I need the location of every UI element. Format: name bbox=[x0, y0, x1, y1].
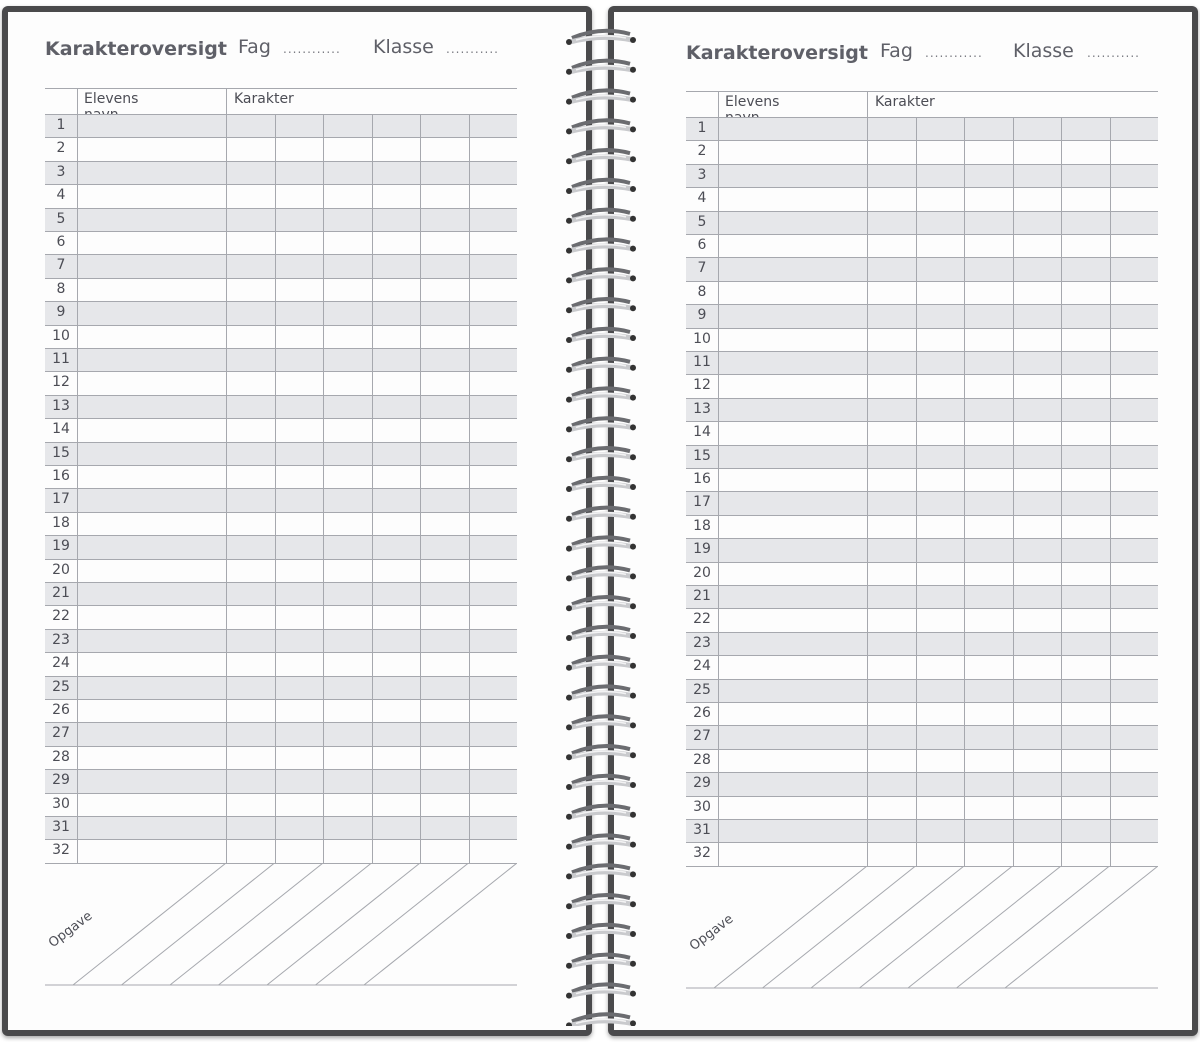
row-line bbox=[686, 679, 1158, 680]
row-number: 6 bbox=[697, 237, 707, 253]
spiral-coil bbox=[566, 239, 636, 253]
row-shade bbox=[45, 676, 517, 699]
row-line bbox=[686, 140, 1158, 141]
row-number: 4 bbox=[697, 190, 707, 207]
spiral-coil bbox=[566, 746, 636, 760]
opgave-diagonal-line bbox=[73, 863, 226, 985]
row-shade bbox=[45, 161, 517, 184]
row-shade bbox=[686, 772, 1158, 795]
column-line bbox=[718, 91, 719, 866]
row-line bbox=[686, 351, 1158, 352]
column-line bbox=[867, 91, 868, 866]
row-number: 17 bbox=[693, 494, 711, 511]
row-line bbox=[45, 348, 517, 349]
opgave-diagonal-line bbox=[860, 866, 1013, 988]
row-line bbox=[686, 632, 1158, 633]
row-number: 29 bbox=[693, 775, 711, 792]
spiral-coil bbox=[566, 150, 636, 164]
row-number: 26 bbox=[52, 702, 70, 718]
row-line bbox=[686, 772, 1158, 773]
row-line bbox=[686, 562, 1158, 563]
row-number: 15 bbox=[52, 444, 70, 461]
row-number: 23 bbox=[693, 634, 711, 651]
row-shade bbox=[45, 769, 517, 792]
spiral-coil bbox=[566, 210, 636, 224]
row-number: 20 bbox=[693, 564, 711, 581]
row-shade bbox=[686, 398, 1158, 421]
opgave-diagonal-line bbox=[170, 863, 323, 985]
row-line bbox=[686, 398, 1158, 399]
right-page bbox=[614, 12, 1192, 1030]
row-number: 31 bbox=[52, 819, 70, 835]
fag-label: Fag bbox=[880, 40, 913, 62]
row-shade bbox=[45, 395, 517, 418]
row-line bbox=[686, 281, 1158, 282]
row-line bbox=[45, 535, 517, 536]
row-line bbox=[686, 842, 1158, 843]
row-shade bbox=[45, 629, 517, 652]
row-line bbox=[45, 418, 517, 419]
spiral-coil bbox=[566, 806, 636, 820]
row-number: 9 bbox=[56, 304, 66, 321]
row-line bbox=[686, 796, 1158, 797]
row-line bbox=[45, 231, 517, 232]
row-number: 5 bbox=[697, 213, 707, 230]
row-number: 12 bbox=[52, 374, 70, 391]
row-line bbox=[45, 325, 517, 326]
spiral-coil bbox=[566, 895, 636, 909]
fag-field[interactable]: ............ bbox=[283, 42, 341, 56]
row-shade bbox=[45, 582, 517, 605]
row-line bbox=[45, 208, 517, 209]
spiral-coil bbox=[566, 61, 636, 75]
row-number: 9 bbox=[697, 307, 707, 324]
row-number: 19 bbox=[52, 538, 70, 555]
row-line bbox=[45, 137, 517, 138]
row-line bbox=[686, 725, 1158, 726]
row-shade bbox=[686, 491, 1158, 514]
row-number: 17 bbox=[52, 491, 70, 508]
row-number: 31 bbox=[693, 822, 711, 838]
row-line bbox=[45, 395, 517, 396]
row-line bbox=[45, 278, 517, 279]
row-number: 6 bbox=[56, 234, 66, 250]
opgave-diagonal-area bbox=[686, 866, 1158, 990]
row-number: 5 bbox=[56, 210, 66, 227]
row-line bbox=[45, 722, 517, 723]
row-shade bbox=[686, 117, 1158, 140]
row-line bbox=[686, 328, 1158, 329]
opgave-diagonal-line bbox=[908, 866, 1061, 988]
spiral-coil bbox=[566, 359, 636, 373]
column-line bbox=[1013, 117, 1014, 866]
row-line bbox=[686, 515, 1158, 516]
row-number: 24 bbox=[693, 658, 711, 675]
spiral-coil bbox=[566, 329, 636, 343]
row-number: 7 bbox=[697, 260, 707, 277]
row-number: 21 bbox=[693, 588, 711, 604]
column-line bbox=[469, 114, 470, 863]
row-number: 3 bbox=[56, 163, 66, 180]
spiral-coil bbox=[566, 1014, 636, 1026]
opgave-label: Opgave bbox=[45, 908, 96, 951]
spiral-coil bbox=[566, 776, 636, 790]
spiral-coil bbox=[566, 567, 636, 581]
row-line bbox=[686, 608, 1158, 609]
column-line bbox=[323, 114, 324, 863]
row-number: 2 bbox=[697, 143, 707, 160]
klasse-field[interactable]: ........... bbox=[1087, 46, 1140, 60]
opgave-diagonal-line bbox=[316, 863, 469, 985]
opgave-diagonal-area bbox=[45, 863, 517, 987]
spiral-coil bbox=[566, 597, 636, 611]
opgave-diagonal-line bbox=[1005, 866, 1158, 988]
row-line bbox=[45, 746, 517, 747]
row-line bbox=[45, 512, 517, 513]
row-shade bbox=[45, 301, 517, 324]
row-shade bbox=[45, 348, 517, 371]
row-shade bbox=[686, 257, 1158, 280]
row-number: 11 bbox=[52, 351, 70, 367]
row-number: 3 bbox=[697, 166, 707, 183]
row-line bbox=[686, 304, 1158, 305]
column-line bbox=[226, 88, 227, 863]
row-number: 22 bbox=[52, 608, 70, 625]
row-line bbox=[686, 749, 1158, 750]
column-line bbox=[420, 114, 421, 863]
left-page bbox=[8, 12, 586, 1030]
spiral-coil bbox=[566, 657, 636, 671]
row-number: 10 bbox=[693, 330, 711, 347]
opgave-label: Opgave bbox=[686, 911, 737, 954]
opgave-diagonal-line bbox=[811, 866, 964, 988]
klasse-label: Klasse bbox=[373, 36, 434, 58]
klasse-field[interactable]: ........... bbox=[446, 42, 499, 56]
row-line bbox=[45, 254, 517, 255]
row-shade bbox=[686, 538, 1158, 561]
row-line bbox=[45, 652, 517, 653]
opgave-diagonal-line bbox=[763, 866, 916, 988]
row-number: 23 bbox=[52, 631, 70, 648]
row-line bbox=[686, 211, 1158, 212]
row-number: 32 bbox=[693, 845, 711, 862]
row-shade bbox=[686, 304, 1158, 327]
row-number: 25 bbox=[52, 678, 70, 695]
spiral-coil bbox=[566, 835, 636, 849]
row-line bbox=[45, 301, 517, 302]
spiral-coil bbox=[566, 418, 636, 432]
row-number: 18 bbox=[52, 514, 70, 531]
table-top-line bbox=[45, 88, 517, 89]
row-line bbox=[45, 465, 517, 466]
row-line bbox=[45, 629, 517, 630]
row-number: 10 bbox=[52, 327, 70, 344]
column-line bbox=[77, 88, 78, 863]
opgave-diagonal-line bbox=[122, 863, 275, 985]
row-number: 32 bbox=[52, 842, 70, 859]
opgave-diagonal-line bbox=[219, 863, 372, 985]
opgave-diagonal-line bbox=[364, 863, 517, 985]
row-line bbox=[45, 488, 517, 489]
row-number: 13 bbox=[693, 400, 711, 417]
opgave-diagonal-line bbox=[267, 863, 420, 985]
spiral-coil bbox=[566, 627, 636, 641]
row-line bbox=[686, 164, 1158, 165]
row-number: 1 bbox=[56, 117, 66, 133]
row-number: 22 bbox=[693, 611, 711, 628]
row-number: 2 bbox=[56, 140, 66, 157]
row-line bbox=[45, 442, 517, 443]
spiral-coil bbox=[566, 686, 636, 700]
row-line bbox=[45, 582, 517, 583]
row-line bbox=[686, 702, 1158, 703]
row-line bbox=[686, 234, 1158, 235]
spiral-coil bbox=[566, 388, 636, 402]
spiral-coil bbox=[566, 508, 636, 522]
row-number: 29 bbox=[52, 772, 70, 789]
spiral-coil bbox=[566, 448, 636, 462]
spiral-coil bbox=[566, 537, 636, 551]
row-line bbox=[45, 816, 517, 817]
spiral-coil bbox=[566, 180, 636, 194]
column-line bbox=[1110, 117, 1111, 866]
row-line bbox=[686, 655, 1158, 656]
column-line bbox=[1061, 117, 1062, 866]
row-number: 14 bbox=[693, 424, 711, 441]
row-number: 8 bbox=[56, 280, 66, 297]
table-top-line bbox=[686, 91, 1158, 92]
row-line bbox=[686, 257, 1158, 258]
row-number: 18 bbox=[693, 517, 711, 534]
row-shade bbox=[45, 488, 517, 511]
spiral-coil bbox=[566, 120, 636, 134]
row-line bbox=[45, 676, 517, 677]
row-shade bbox=[686, 585, 1158, 608]
row-line bbox=[45, 699, 517, 700]
row-line bbox=[45, 605, 517, 606]
row-shade bbox=[686, 351, 1158, 374]
row-shade bbox=[686, 725, 1158, 748]
spiral-coil bbox=[566, 31, 636, 45]
spiral-coil bbox=[566, 865, 636, 879]
row-line bbox=[686, 117, 1158, 118]
page-title: Karakteroversigt bbox=[45, 38, 227, 60]
column-header-name: Elevens bbox=[725, 94, 780, 110]
row-line bbox=[686, 585, 1158, 586]
row-number: 16 bbox=[52, 468, 70, 484]
column-header-grades: Karakter bbox=[875, 94, 935, 110]
spiral-coil bbox=[566, 716, 636, 730]
page-title: Karakteroversigt bbox=[686, 42, 868, 64]
spiral-coil bbox=[566, 955, 636, 969]
row-line bbox=[45, 839, 517, 840]
row-number: 14 bbox=[52, 421, 70, 438]
spiral-coil bbox=[566, 269, 636, 283]
row-shade bbox=[686, 632, 1158, 655]
opgave-diagonal-line bbox=[957, 866, 1110, 988]
row-line bbox=[45, 793, 517, 794]
row-shade bbox=[686, 445, 1158, 468]
row-number: 16 bbox=[693, 471, 711, 487]
row-line bbox=[686, 187, 1158, 188]
row-line bbox=[686, 538, 1158, 539]
row-line bbox=[45, 559, 517, 560]
row-line bbox=[45, 371, 517, 372]
row-number: 24 bbox=[52, 655, 70, 672]
row-number: 15 bbox=[693, 447, 711, 464]
row-line bbox=[686, 468, 1158, 469]
row-shade bbox=[45, 535, 517, 558]
row-shade bbox=[686, 679, 1158, 702]
row-number: 12 bbox=[693, 377, 711, 394]
row-line bbox=[45, 161, 517, 162]
column-line bbox=[964, 117, 965, 866]
row-shade bbox=[686, 164, 1158, 187]
row-line bbox=[686, 421, 1158, 422]
fag-label: Fag bbox=[238, 36, 271, 58]
row-shade bbox=[686, 819, 1158, 842]
page-header bbox=[45, 34, 525, 64]
row-line bbox=[45, 184, 517, 185]
row-number: 20 bbox=[52, 561, 70, 578]
row-number: 7 bbox=[56, 257, 66, 274]
row-number: 11 bbox=[693, 354, 711, 370]
row-number: 26 bbox=[693, 705, 711, 721]
row-number: 28 bbox=[693, 751, 711, 768]
column-header-name: Elevens bbox=[84, 91, 139, 107]
row-number: 28 bbox=[52, 748, 70, 765]
column-line bbox=[372, 114, 373, 863]
row-number: 30 bbox=[52, 795, 70, 812]
row-number: 19 bbox=[693, 541, 711, 558]
spiral-coil bbox=[566, 299, 636, 313]
row-number: 13 bbox=[52, 397, 70, 414]
spiral-binding bbox=[566, 14, 636, 1026]
column-line bbox=[275, 114, 276, 863]
opgave-diagonal-line bbox=[714, 866, 867, 988]
row-number: 21 bbox=[52, 585, 70, 601]
row-shade bbox=[45, 254, 517, 277]
row-number: 4 bbox=[56, 187, 66, 204]
row-shade bbox=[45, 114, 517, 137]
spiral-coil bbox=[566, 478, 636, 492]
row-shade bbox=[45, 816, 517, 839]
klasse-label: Klasse bbox=[1013, 40, 1074, 62]
row-number: 27 bbox=[693, 728, 711, 745]
row-line bbox=[686, 819, 1158, 820]
row-shade bbox=[686, 211, 1158, 234]
row-line bbox=[45, 114, 517, 115]
row-shade bbox=[45, 442, 517, 465]
row-line bbox=[686, 374, 1158, 375]
spiral-coil bbox=[566, 984, 636, 998]
row-line bbox=[686, 445, 1158, 446]
row-number: 1 bbox=[697, 120, 707, 136]
fag-field[interactable]: ............ bbox=[925, 46, 983, 60]
row-number: 30 bbox=[693, 798, 711, 815]
page-header bbox=[686, 38, 1166, 68]
row-shade bbox=[45, 208, 517, 231]
column-line bbox=[916, 117, 917, 866]
spiral-coil bbox=[566, 90, 636, 104]
row-shade bbox=[45, 722, 517, 745]
row-number: 8 bbox=[697, 283, 707, 300]
row-line bbox=[686, 491, 1158, 492]
row-line bbox=[45, 769, 517, 770]
row-number: 27 bbox=[52, 725, 70, 742]
column-header-grades: Karakter bbox=[234, 91, 294, 107]
row-number: 25 bbox=[693, 681, 711, 698]
spiral-coil bbox=[566, 925, 636, 939]
